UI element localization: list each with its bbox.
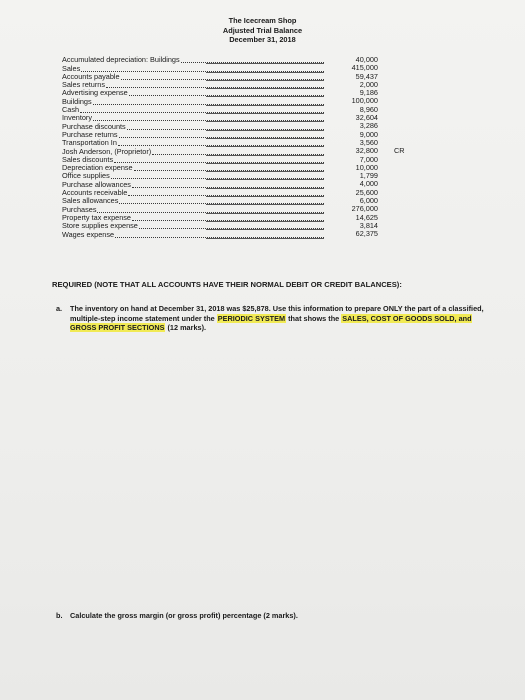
account-name: Purchase returns (62, 129, 118, 139)
amount-cell: 8,960 (359, 104, 378, 114)
account-name: Transportation In (62, 138, 117, 148)
amount-cell: 3,814 (359, 220, 378, 230)
account-name: Store supplies expense (62, 221, 138, 231)
question-a-text (70, 304, 486, 333)
account-name: Accumulated depreciation: Buildings (62, 55, 180, 65)
question-a-text-2: that shows the (288, 313, 340, 323)
amount-cell: 7,000 (359, 154, 378, 164)
question-a-text-3: (12 marks). (167, 323, 207, 333)
credit-note: CR (394, 146, 405, 156)
account-cell (62, 56, 324, 64)
account-name: Purchase allowances (62, 179, 131, 189)
trial-balance-row (62, 230, 422, 238)
statement-date: December 31, 2018 (229, 35, 296, 45)
amount-cell: 100,000 (351, 96, 378, 106)
account-cell (62, 230, 324, 238)
account-name: Sales (62, 63, 81, 73)
amount-cell: 1,799 (359, 171, 378, 181)
amount-cell: 32,800 (355, 146, 378, 156)
amount-cell: 10,000 (355, 162, 378, 172)
account-cell (62, 106, 324, 114)
statement-header (0, 16, 525, 45)
account-cell (62, 97, 324, 105)
amount-cell: 276,000 (351, 204, 378, 214)
account-name: Purchases (62, 204, 97, 214)
underline-rule (206, 238, 324, 239)
amount-cell: 9,186 (359, 88, 378, 98)
amount-cell: 25,600 (355, 187, 378, 197)
account-name: Sales discounts (62, 154, 114, 164)
question-b (56, 611, 486, 621)
account-name: Purchase discounts (62, 121, 126, 131)
statement-title: Adjusted Trial Balance (222, 25, 303, 35)
trial-balance-table (62, 56, 422, 239)
amount-cell: 62,375 (355, 229, 378, 239)
question-a-highlight-2: SALES, COST OF GOODS SOLD, and GROSS PROFIT SECTIONS (70, 313, 472, 333)
amount-cell: 6,000 (359, 196, 378, 206)
company-name: The Icecream Shop (228, 16, 297, 25)
account-name: Wages expense (62, 229, 115, 239)
question-b-label: b. (56, 611, 63, 620)
amount-cell: 4,000 (359, 179, 378, 189)
required-heading: REQUIRED (NOTE THAT ALL ACCOUNTS HAVE THEIR NORMAL DEBIT OR CREDIT BALANCES): (52, 280, 402, 289)
account-name: Cash (62, 105, 80, 115)
account-name: Buildings (62, 96, 92, 106)
account-name: Sales allowances (62, 196, 119, 206)
account-name: Josh Anderson, (Proprietor) (62, 146, 152, 156)
question-a-label: a. (56, 304, 63, 313)
account-name: Inventory (62, 113, 93, 123)
amount-cell: 59,437 (355, 71, 378, 81)
question-b-text: Calculate the gross margin (or gross profit) percentage (2 marks). (70, 611, 298, 620)
account-name: Sales returns (62, 80, 105, 90)
amount-cell: 3,560 (359, 137, 378, 147)
amount-cell: 2,000 (359, 79, 378, 89)
amount-cell: 415,000 (351, 63, 378, 73)
amount-cell: 40,000 (355, 55, 378, 64)
account-cell (62, 222, 324, 230)
account-name: Accounts receivable (62, 188, 128, 198)
question-a (56, 304, 486, 333)
amount-cell: 32,604 (355, 113, 378, 123)
question-a-highlight-1: PERIODIC SYSTEM (217, 313, 286, 323)
account-cell (62, 197, 324, 205)
account-name: Property tax expense (62, 212, 131, 222)
question-a-text-1: The inventory on hand at December 31, 2018 was $25,878. Use this information to prepare ONLY the part of a classified, multiple-step income statement under the (70, 304, 484, 323)
amount-cell: 3,286 (359, 121, 378, 131)
account-name: Depreciation expense (62, 163, 133, 173)
account-name: Accounts payable (62, 71, 120, 81)
amount-cell: 9,000 (359, 129, 378, 139)
account-name: Advertising expense (62, 88, 128, 98)
amount-cell: 14,625 (355, 212, 378, 222)
account-cell (62, 89, 324, 97)
account-name: Office supplies (62, 171, 110, 181)
